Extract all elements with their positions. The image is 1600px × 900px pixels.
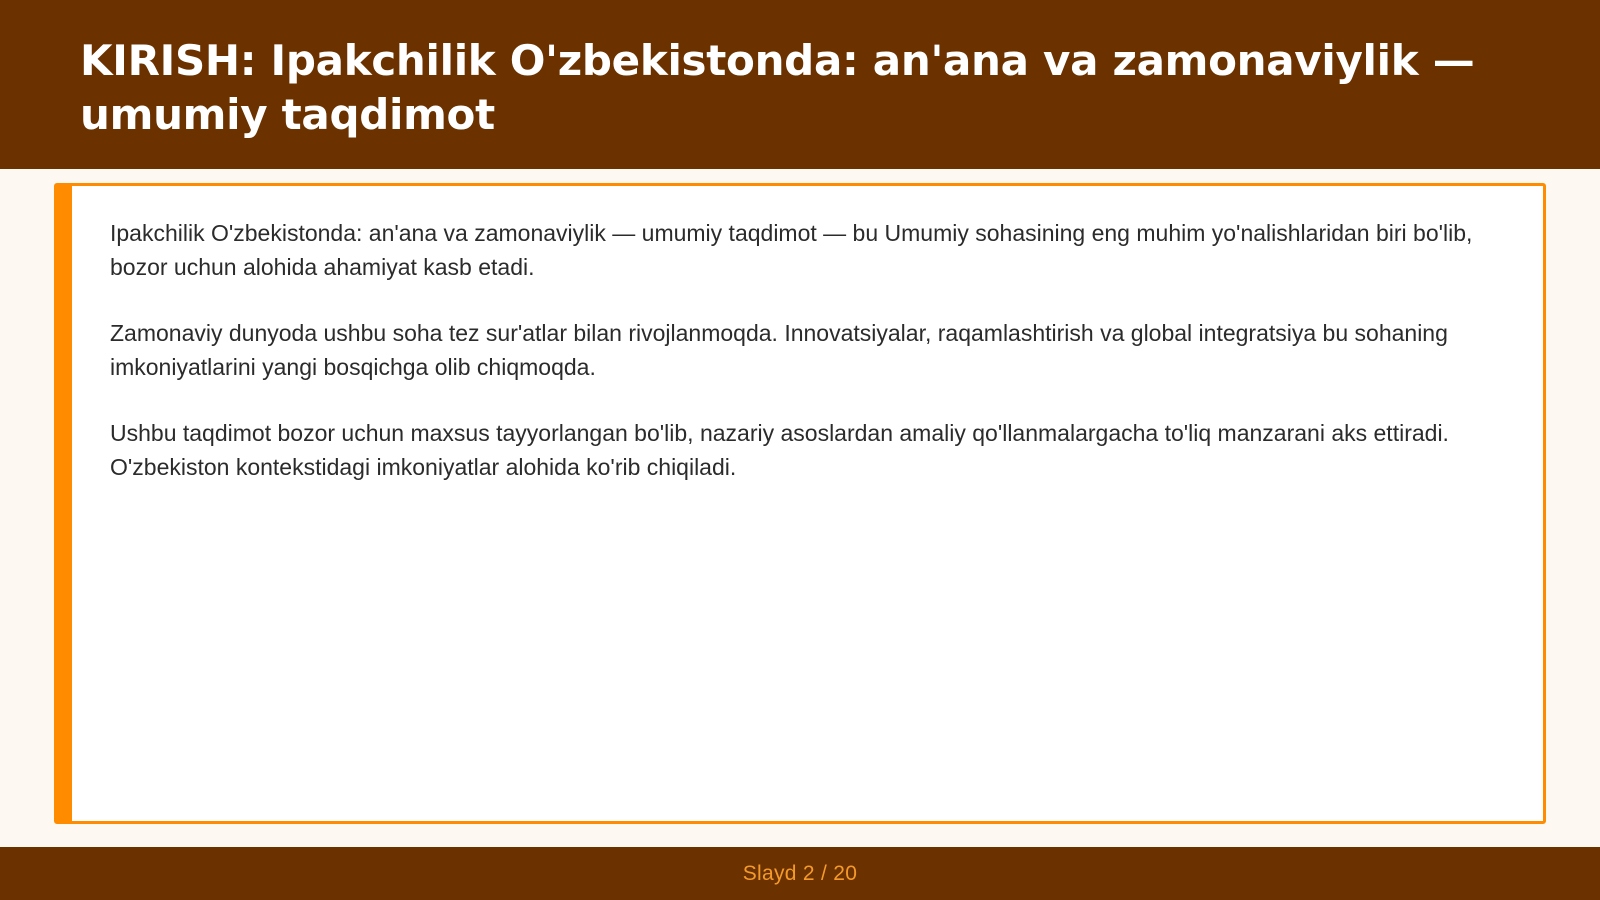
paragraph-1: Ipakchilik O'zbekistonda: an'ana va zamonaviylik — umumiy taqdimot — bu Umumiy sohasining eng muhim yo'nalishlaridan biri bo'lib, bozor uchun alohida ahamiyat kasb etadi.: [110, 220, 1473, 280]
paragraph-3: Ushbu taqdimot bozor uchun maxsus tayyorlangan bo'lib, nazariy asoslardan amaliy qo'llanmalargacha to'liq manzarani aks ettiradi. O'zbekiston kontekstidagi imkoniyatlar alohida ko'rib chiqiladi.: [110, 420, 1449, 480]
slide-header: [0, 0, 1600, 169]
content-box: [54, 183, 1546, 824]
paragraph-2: Zamonaviy dunyoda ushbu soha tez sur'atlar bilan rivojlanmoqda. Innovatsiyalar, raqamlashtirish va global integratsiya bu sohaning imkoniyatlarini yangi bosqichga olib chiqmoqda.: [110, 320, 1448, 380]
slide-title: KIRISH: Ipakchilik O'zbekistonda: an'ana va zamonaviylik — umumiy taqdimot: [80, 36, 1475, 139]
slide-footer: [0, 847, 1600, 900]
slide-number: Slayd 2 / 20: [742, 861, 858, 885]
